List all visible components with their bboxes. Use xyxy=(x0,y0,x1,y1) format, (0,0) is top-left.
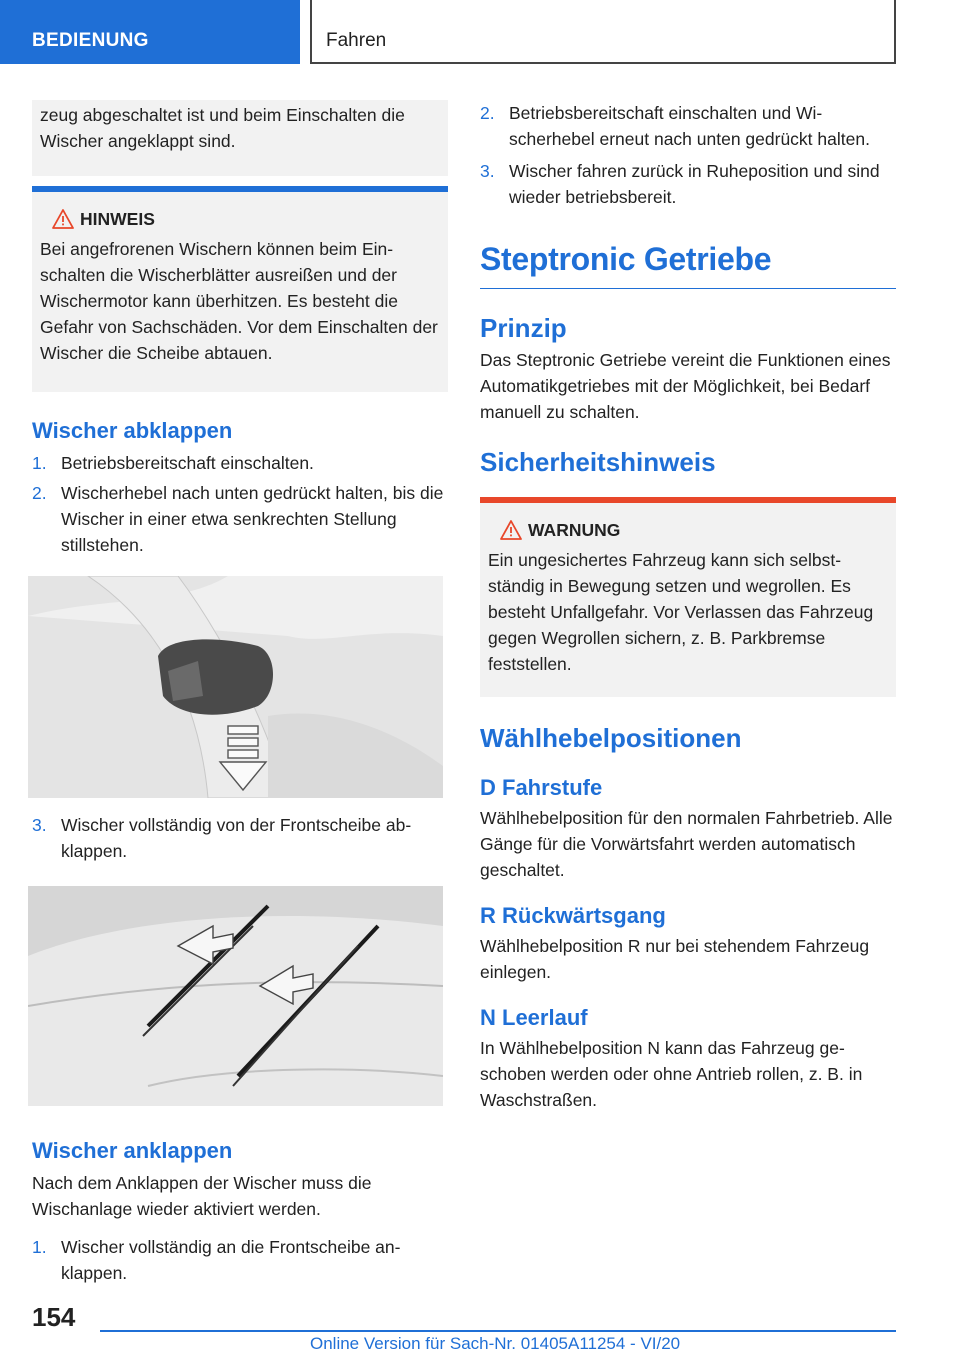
warning-heading xyxy=(488,517,888,543)
page-number: 154 xyxy=(32,1302,76,1332)
step-text: Betriebsbereitschaft einschalten und Wischerhebel erneut nach unten gedrückt halten. xyxy=(509,103,870,149)
position-r-heading: R Rückwärtsgang xyxy=(480,903,666,928)
warning-triangle-icon xyxy=(500,520,522,540)
step-text: Wischer vollständig an die Frontscheibe anklappen. xyxy=(61,1237,401,1283)
list-item xyxy=(32,812,448,864)
section-tab xyxy=(0,0,300,64)
fold-in-heading: Wischer anklappen xyxy=(32,1138,233,1163)
chapter-title: Fahren xyxy=(326,30,387,51)
left-column xyxy=(32,100,448,1286)
wiper-lever-illustration xyxy=(28,576,443,798)
warning-title: WARNUNG xyxy=(528,520,621,540)
step-number: 3. xyxy=(480,161,495,181)
step-text: Wischerhebel nach unten gedrückt halten, bis die Wischer in einer etwa senkrechten Stellung stillstehen. xyxy=(61,483,444,555)
right-column xyxy=(480,100,896,1113)
list-item xyxy=(32,1234,448,1286)
position-n-heading: N Leerlauf xyxy=(480,1005,588,1030)
position-d-text: Wählhebelposition für den normalen Fahrbetrieb. Alle Gänge für die Vorwärtsfahrt werden automatisch geschaltet. xyxy=(480,808,893,880)
list-item xyxy=(480,100,896,152)
fold-in-text: Nach dem Anklappen der Wischer muss die Wischanlage wieder aktiviert werden. xyxy=(32,1173,372,1219)
note-heading xyxy=(40,206,440,232)
step-number: 1. xyxy=(32,1237,47,1257)
footer-rule xyxy=(100,1330,896,1332)
continued-text: zeug abgeschaltet ist und beim Einschalten die Wischer angeklappt sind. xyxy=(40,105,405,151)
fold-out-heading: Wischer abklappen xyxy=(32,418,233,443)
step-text: Wischer fahren zurück in Ruheposition und sind wieder betriebsbereit. xyxy=(509,161,880,207)
list-item xyxy=(480,158,896,210)
note-box xyxy=(32,186,448,392)
warning-text: Ein ungesichertes Fahrzeug kann sich selbstständig in Bewegung setzen und wegrollen. Es besteht Unfallgefahr. Vor Verlassen das Fahrzeug gegen Wegrollen sichern, z. B. Parkbremse feststellen. xyxy=(488,550,874,674)
section-title: BEDIENUNG xyxy=(32,30,149,51)
step-text: Betriebsbereitschaft einschalten. xyxy=(61,453,314,473)
chapter-tab xyxy=(310,0,896,64)
warning-box xyxy=(480,497,896,697)
safety-heading: Sicherheitshinweis xyxy=(480,447,716,477)
positions-heading: Wählhebelpositionen xyxy=(480,723,742,753)
list-item xyxy=(32,450,448,476)
wiper-fold-out-illustration xyxy=(28,886,443,1106)
principle-heading: Prinzip xyxy=(480,313,567,343)
position-n-text: In Wählhebelposition N kann das Fahrzeug geschoben werden oder ohne Antrieb rollen, z. B. in Waschstraßen. xyxy=(480,1038,863,1110)
continued-box xyxy=(32,100,448,176)
step-number: 1. xyxy=(32,453,47,473)
warning-triangle-icon xyxy=(52,209,74,229)
main-heading: Steptronic Getriebe xyxy=(480,238,896,289)
list-item xyxy=(32,480,448,558)
step-text: Wischer vollständig von der Frontscheibe abklappen. xyxy=(61,815,412,861)
step-number: 3. xyxy=(32,815,47,835)
principle-text: Das Steptronic Getriebe vereint die Funktionen eines Automatikgetriebes mit der Möglichkeit, bei Bedarf manuell zu schalten. xyxy=(480,350,891,422)
note-text: Bei angefrorenen Wischern können beim Einschalten die Wischerblätter ausreißen und der Wischermotor kann überhitzen. Es besteht die Gefahr von Sachschäden. Vor dem Einschalten der Wischer die Scheibe abtauen. xyxy=(40,239,438,363)
note-title: HINWEIS xyxy=(80,209,155,229)
step-number: 2. xyxy=(480,103,495,123)
position-d-heading: D Fahrstufe xyxy=(480,775,603,800)
step-number: 2. xyxy=(32,483,47,503)
footer-version-text: Online Version für Sach-Nr. 01405A11254 - VI/20 xyxy=(310,1334,681,1353)
position-r-text: Wählhebelposition R nur bei stehendem Fahrzeug einlegen. xyxy=(480,936,870,982)
